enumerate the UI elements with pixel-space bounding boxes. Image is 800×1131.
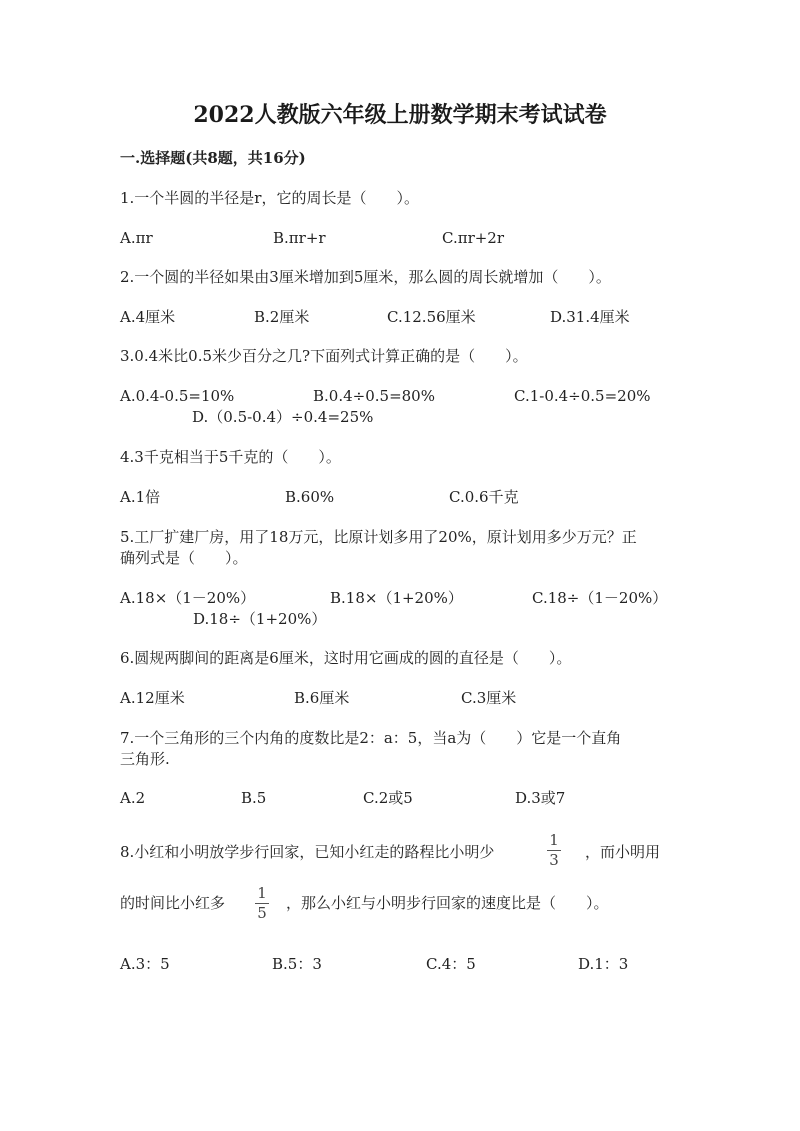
question-1-option-b: B.πr+r: [273, 229, 326, 247]
question-1-option-a: A.πr: [120, 229, 153, 247]
question-7-stem-line-1: 7.一个三角形的三个内角的度数比是2：a：5，当a为（ ）它是一个直角: [120, 729, 622, 747]
question-7-option-d: D.3或7: [515, 789, 566, 807]
question-2-option-d: D.31.4厘米: [550, 308, 630, 326]
question-5-option-d: D.18÷（1+20%）: [193, 610, 327, 628]
fraction-denominator: 3: [549, 851, 559, 869]
question-8-stem-line-2-start: 的时间比小红多: [120, 894, 226, 912]
question-8-option-c: C.4：5: [426, 955, 476, 973]
question-3-option-b: B.0.4÷0.5=80%: [313, 387, 435, 405]
question-5-option-c: C.18÷（1－20%）: [532, 589, 668, 607]
fraction-one-fifth: [252, 885, 272, 922]
question-6-option-c: C.3厘米: [461, 689, 517, 707]
question-5-option-b: B.18×（1+20%）: [330, 589, 463, 607]
question-7-option-a: A.2: [120, 789, 146, 807]
question-7-option-c: C.2或5: [363, 789, 413, 807]
question-8-stem-line-2-end: ，那么小红与小明步行回家的速度比是（ ）。: [286, 894, 609, 912]
fraction-numerator: 1: [549, 831, 559, 849]
question-4-option-c: C.0.6千克: [449, 488, 519, 506]
question-8-stem-line-1-start: 8.小红和小明放学步行回家，已知小红走的路程比小明少: [120, 843, 495, 861]
question-3-option-a: A.0.4-0.5=10%: [120, 387, 235, 405]
question-6-option-a: A.12厘米: [120, 689, 185, 707]
question-8-stem-line-1-end: ，而小明用: [585, 843, 661, 861]
question-4-option-b: B.60%: [285, 488, 335, 506]
question-6-stem: 6.圆规两脚间的距离是6厘米，这时用它画成的圆的直径是（ ）。: [120, 649, 572, 667]
question-3-option-c: C.1-0.4÷0.5=20%: [514, 387, 651, 405]
question-1-stem: 1.一个半圆的半径是r，它的周长是（ ）。: [120, 189, 419, 207]
question-1-option-c: C.πr+2r: [442, 229, 505, 247]
question-2-stem: 2.一个圆的半径如果由3厘米增加到5厘米，那么圆的周长就增加（ ）。: [120, 268, 611, 286]
question-7-option-b: B.5: [241, 789, 267, 807]
question-8-option-b: B.5：3: [272, 955, 322, 973]
fraction-numerator: 1: [257, 884, 267, 902]
question-5-option-a: A.18×（1－20%）: [120, 589, 256, 607]
question-5-stem-line-1: 5.工厂扩建厂房，用了18万元，比原计划多用了20%，原计划用多少万元？正: [120, 528, 637, 546]
question-4-stem: 4.3千克相当于5千克的（ ）。: [120, 448, 341, 466]
question-3-option-d: D.（0.5-0.4）÷0.4=25%: [192, 408, 374, 426]
fraction-one-third: [544, 832, 564, 869]
section-heading: 一.选择题(共8题，共16分): [120, 149, 306, 167]
question-7-stem-line-2: 三角形.: [120, 750, 170, 768]
question-8-option-a: A.3：5: [120, 955, 170, 973]
question-3-stem: 3.0.4米比0.5米少百分之几?下面列式计算正确的是（ ）。: [120, 347, 528, 365]
question-2-option-b: B.2厘米: [254, 308, 310, 326]
question-8-option-d: D.1：3: [578, 955, 629, 973]
fraction-denominator: 5: [257, 904, 267, 922]
question-5-stem-line-2: 确列式是（ ）。: [120, 549, 248, 567]
question-6-option-b: B.6厘米: [294, 689, 350, 707]
question-2-option-a: A.4厘米: [120, 308, 176, 326]
question-2-option-c: C.12.56厘米: [387, 308, 476, 326]
page-title: 2022人教版六年级上册数学期末考试试卷: [193, 102, 607, 128]
question-4-option-a: A.1倍: [120, 488, 161, 506]
